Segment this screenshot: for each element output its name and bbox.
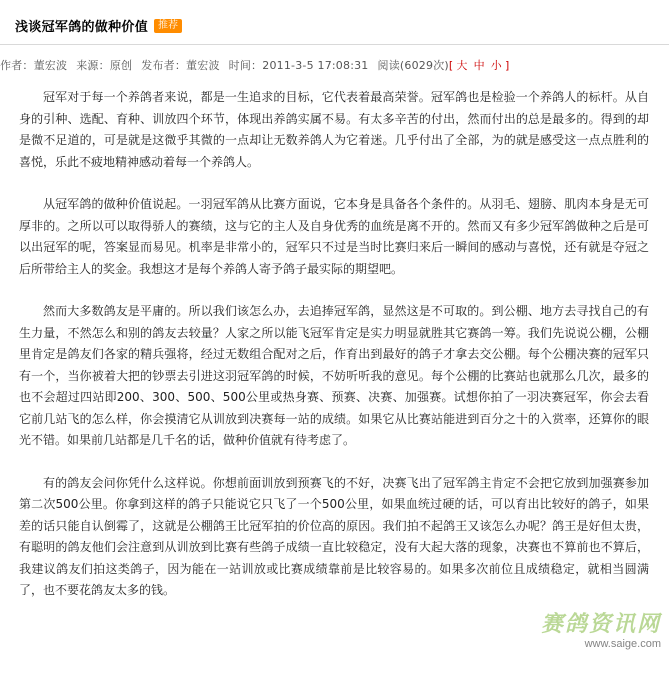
reads-label: 阅读 — [377, 59, 400, 72]
watermark-url: www.saige.com — [584, 638, 661, 650]
article-paragraph: 冠军对于每一个养鸽者来说，都是一生追求的目标，它代表着最高荣誉。冠军鸽也是检验一个养鸽人的标杆。从自身的引种、选配、育种、训放四个环节，体现出养鸽实属不易。有太多辛苦的付出，然而付出的总是最多的。得到的却是微不足道的，可是就是这微乎其微的一点却让无数养鸽人为它着迷。几乎付出了全部，为的就是感受这一点点胜利的喜悦，乐此不疲地精神感动着每一个养鸽人。 — [19, 90, 649, 169]
publisher-name: 董宏波 — [186, 59, 220, 72]
publish-time: 2011-3-5 17:08:31 — [262, 59, 369, 72]
source-label: 来源： — [76, 59, 110, 72]
article-paragraph: 有的鸽友会问你凭什么这样说。你想前面训放到预赛飞的不好，决赛飞出了冠军鸽主肯定不会把它放到加强赛参加第二次500公里。你拿到这样的鸽子只能说它只飞了一个500公里，如果血统过硬的话，可以育出比较好的鸽子，如果差的话只能自认倒霉了，这就是公棚鸽王比冠军拍的价位高的原因。我们拍不起鸽王又该怎么办呢？鸽王是好但太贵，有聪明的鸽友他们会注意到从训放到比赛有些鸽子成绩一直比较稳定，没有大起大落的现象，决赛也不算前也不算后，我建议鸽友们拍这类鸽子，因为能在一站训放或比赛成绩靠前是比较容易的。如果多次前位且成绩稳定，就相当圆满了，也不要花鸽友太多的钱。 — [19, 475, 649, 597]
time-label: 时间： — [228, 59, 263, 72]
author-label: 作者： — [0, 59, 34, 72]
article-paragraph: 然而大多数鸽友是平庸的。所以我们该怎么办，去追捧冠军鸽，显然这是不可取的。到公棚、地方去寻找自己的有生力量，不然怎么和别的鸽友去较量？人家之所以能飞冠军肯定是实力明显就胜其它赛鸽一筹。我们先说说公棚，公棚里肯定是鸽友们各家的精兵强将，经过无数组合配对之后，作育出到最好的鸽子才拿去交公棚。每个公棚决赛的冠军只有一个，当你被着大把的钞票去引进这羽冠军鸽的时候，不妨听听我的意见。每个公棚的比赛站也就那么几次，最多的也不会超过四站即200、300、500、500公里或热身赛、预赛、决赛、加强赛。试想你拍了一羽决赛冠军，你会去看它前几站飞的怎么样，你会摸清它从训放到决赛每一站的成绩。如果它从比赛站能进到百分之十的入赏率，还算你的眼光不错。如果前几站都是几千名的话，做种价值就有待考虑了。 — [19, 304, 649, 447]
recommend-badge: 推荐 — [154, 19, 182, 33]
font-size-small-link[interactable]: 小 — [490, 59, 502, 72]
font-size-medium-link[interactable]: 中 — [473, 59, 485, 72]
font-size-bracket-open: [ — [448, 59, 454, 72]
author-name: 董宏波 — [33, 59, 68, 72]
watermark-logo: 赛鸽资讯网 — [540, 612, 661, 637]
article-title: 浅谈冠军鸽的做种价值 — [15, 20, 149, 35]
font-size-large-link[interactable]: 大 — [456, 59, 468, 72]
article-meta — [0, 57, 669, 73]
title-row — [15, 16, 182, 35]
source-value: 原创 — [109, 59, 133, 72]
article-header — [0, 0, 669, 45]
publisher-label: 发布者： — [141, 59, 187, 72]
font-size-bracket-close: ] — [505, 59, 510, 72]
article-body — [19, 87, 649, 623]
article-paragraph: 从冠军鸽的做种价值说起。一羽冠军鸽从比赛方面说，它本身是具备各个条件的。从羽毛、翅膀、肌肉本身是无可厚非的。之所以可以取得骄人的赛绩，这与它的主人及自身优秀的血统是离不开的。然而又有多少冠军鸽做种之后是可以出冠军的呢，答案显而易见。机率是非常小的，冠军只不过是当时比赛归来后一瞬间的感动与喜悦，还有就是夺冠之后所带给主人的奖金。我想这才是每个养鸽人寄予鸽子最实际的期望吧。 — [19, 197, 649, 276]
read-count: (6029次) — [399, 59, 449, 72]
